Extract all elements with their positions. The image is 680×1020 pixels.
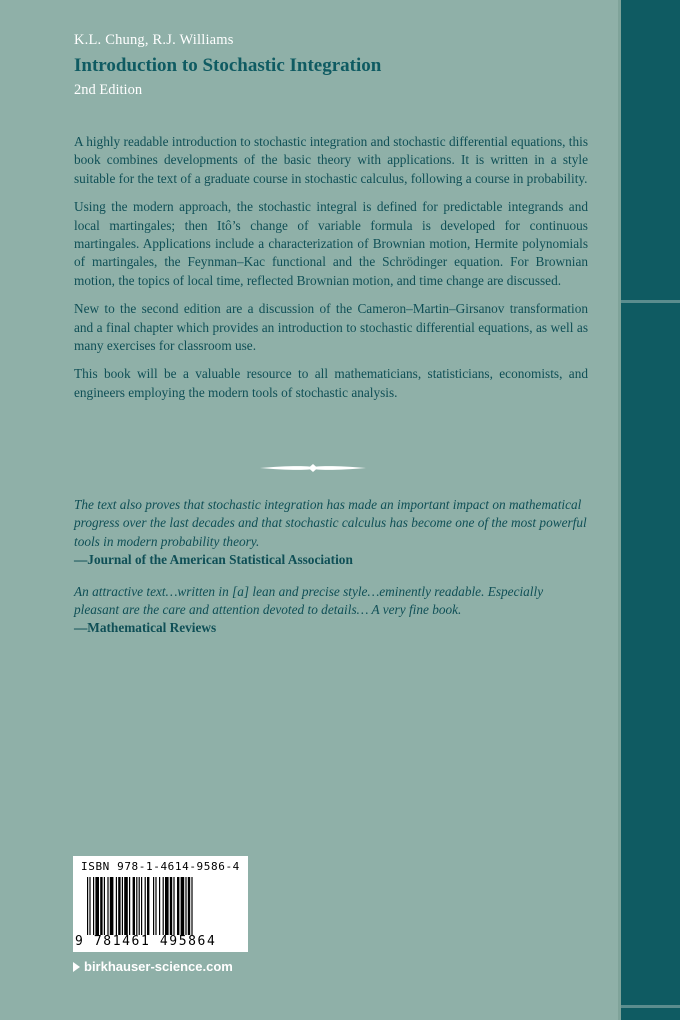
- spine: [621, 0, 680, 1020]
- barcode-bar: [145, 877, 146, 935]
- barcode-bar: [136, 877, 137, 935]
- barcode-bar: [170, 877, 172, 935]
- review: [74, 583, 588, 638]
- barcode-bar: [89, 877, 90, 935]
- isbn-label: ISBN 978-1-4614-9586-4: [81, 860, 240, 873]
- website-label: birkhauser-science.com: [84, 959, 233, 974]
- barcode-bar: [191, 877, 192, 935]
- barcode-bar: [173, 877, 174, 935]
- barcode-bars: [87, 877, 237, 935]
- review-source: —Mathematical Reviews: [74, 620, 217, 636]
- barcode-bar: [107, 877, 108, 935]
- barcode-bar: [188, 877, 190, 935]
- reviews: [74, 496, 588, 651]
- description: [74, 133, 588, 412]
- barcode-bar: [100, 877, 102, 935]
- book-title: Introduction to Stochastic Integration: [74, 55, 382, 76]
- description-paragraph: Using the modern approach, the stochastic integral is defined for predictable integrands and local martingales; then Itô’s change of variable formula is developed for continuous martingales. Applications include a characterization of Brownian motion, Hermite polynomials of martingales, the Feynman–Kac functional and the Schrödinger equation. For Brownian motion, the topics of local time, reflected Brownian motion, and time change are discussed.: [74, 199, 588, 288]
- ean-digits: 9 781461 495864: [75, 934, 217, 949]
- description-paragraph: New to the second edition are a discussion of the Cameron–Martin–Girsanov transformation and a final chapter which provides an introduction to stochastic differential equations, as well as many exercises for classroom use.: [74, 301, 588, 354]
- review-text: An attractive text…written in [a] lean and precise style…eminently readable. Especially pleasant are the care and attention devoted to details… A very fine book.: [74, 583, 544, 618]
- barcode-bar: [133, 877, 135, 935]
- barcode-bar: [139, 877, 140, 935]
- barcode-bar: [87, 877, 88, 935]
- authors: K.L. Chung, R.J. Williams: [74, 32, 234, 48]
- barcode-bar: [163, 877, 164, 935]
- review: [74, 496, 588, 570]
- spine-rule: [621, 1005, 680, 1008]
- edition: 2nd Edition: [74, 82, 143, 98]
- spine-rule: [621, 300, 680, 303]
- barcode-bar: [165, 877, 169, 935]
- barcode-bar: [129, 877, 130, 935]
- barcode-bar: [185, 877, 186, 935]
- barcode: [73, 856, 248, 952]
- barcode-bar: [159, 877, 160, 935]
- barcode-bar: [122, 877, 123, 935]
- barcode-bar: [95, 877, 99, 935]
- barcode-bar: [147, 877, 149, 935]
- ornament-divider: [260, 462, 366, 474]
- barcode-bar: [93, 877, 94, 935]
- barcode-bar: [181, 877, 185, 935]
- publisher-website[interactable]: [73, 959, 233, 974]
- barcode-bar: [155, 877, 156, 935]
- barcode-bar: [104, 877, 105, 935]
- barcode-bar: [116, 877, 117, 935]
- description-paragraph: This book will be a valuable resource to all mathematicians, statisticians, economists, and engineers employing the modern tools of stochastic analysis.: [74, 366, 588, 400]
- arrow-right-icon: [73, 962, 80, 972]
- barcode-bar: [118, 877, 120, 935]
- barcode-bar: [153, 877, 154, 935]
- review-text: The text also proves that stochastic integration has made an important impact on mathematical progress over the last decades and that stochastic calculus has become one of the most powerful tools in modern probability theory.: [74, 497, 587, 549]
- review-source: —Journal of the American Statistical Association: [74, 552, 353, 568]
- barcode-bar: [141, 877, 142, 935]
- description-paragraph: A highly readable introduction to stochastic integration and stochastic differential equations, this book combines developments of the basic theory with applications. It is written in a style suitable for the text of a graduate course in stochastic calculus, following a course in probability.: [74, 134, 588, 186]
- barcode-bar: [110, 877, 114, 935]
- barcode-bar: [177, 877, 179, 935]
- barcode-bar: [124, 877, 128, 935]
